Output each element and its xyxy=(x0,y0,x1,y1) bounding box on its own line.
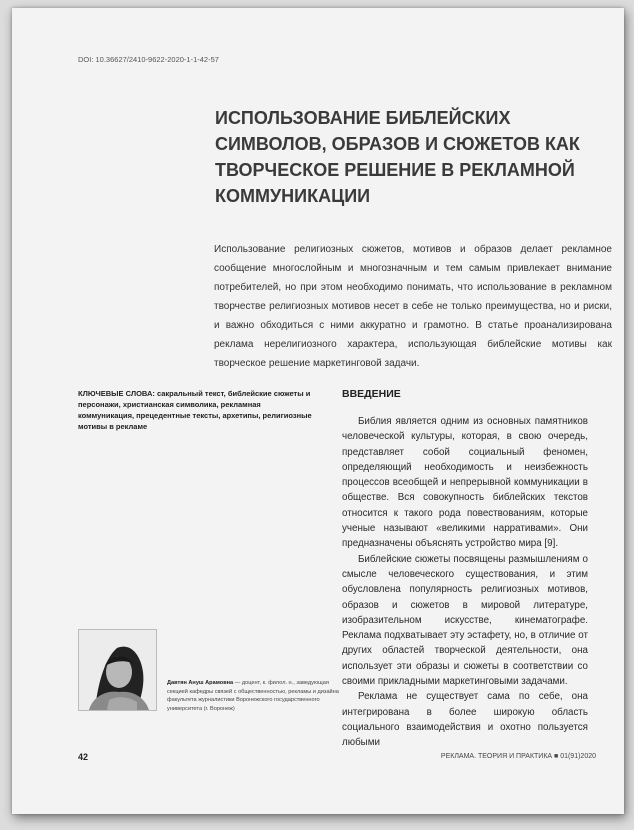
abstract: Использование религиозных сюжетов, мотивов и образов делает рекламное сообщение многослойным и многозначным и тем самым привлекает внимание потребителей, но при этом необходимо понимать, что использование в рекламном творчестве религиозных мотивов несет в себе не только преимущества, но и риски, и важно обходиться с ними аккуратно и грамотно. В статье проанализирована реклама нерелигиозного характера, использующая библейские мотивы как творческое решение маркетинговой задачи. xyxy=(214,244,612,369)
intro-heading: ВВЕДЕНИЕ xyxy=(342,388,401,400)
journal-page xyxy=(12,8,624,814)
author-photo xyxy=(78,629,157,711)
doi: DOI: 10.36627/2410-9622-2020-1-1-42-57 xyxy=(78,55,219,64)
page-number: 42 xyxy=(78,752,89,762)
intro-paragraph: Библейские сюжеты посвящены размышлениям о смысле человеческого существования, и этим обусловлена популярность религиозных мотивов, образов и сюжетов в мировой литературе, изобразительном искусстве, кинематографе. Реклама подхватывает эту эстафету, но, в отличие от других областей творческой деятельности, она использует эти образы и сюжеты в соответствии со своими прикладными маркетинговыми задачами. xyxy=(342,553,588,688)
article-title: ИСПОЛЬЗОВАНИЕ БИБЛЕЙСКИХ СИМВОЛОВ, ОБРАЗОВ И СЮЖЕТОВ КАК ТВОРЧЕСКОЕ РЕШЕНИЕ В РЕКЛАМНОЙ КОММУНИКАЦИИ xyxy=(215,108,580,206)
journal-name: РЕКЛАМА. ТЕОРИЯ И ПРАКТИКА ■ 01(91)2020 xyxy=(440,753,596,760)
author-info xyxy=(167,679,339,713)
intro-body xyxy=(342,414,588,751)
intro-paragraph: Библия является одним из основных памятников человеческой культуры, которая, в свою очередь, представляет собой социальный феномен, определяющий необходимость и неизбежность процессов всеобщей и непрерывной коммуникации в обществе. Вся совокупность библейских текстов относится к такого рода повествованиям, которые ученые называют «великими нарративами». Они предназначены объяснять устройство мира [9]. xyxy=(342,416,588,550)
author-name: Давтян Ануш Арамовна xyxy=(167,680,234,686)
keywords: КЛЮЧЕВЫЕ СЛОВА: сакральный текст, библейские сюжеты и персонажи, христианская символика, рекламная коммуникация, прецедентные тексты, архетипы, религиозные мотивы в рекламе xyxy=(78,389,312,431)
author-description: — доцент, к. филол. н., заведующая секцией кафедры связей с общественностью, рекламы и дизайна факультета журналистики Воронежского государственного университета (г. Воронеж) xyxy=(167,680,339,712)
intro-paragraph: Реклама не существует сама по себе, она интегрирована в более широкую область социального взаимодействия и охотно пользуется любыми xyxy=(342,691,588,749)
